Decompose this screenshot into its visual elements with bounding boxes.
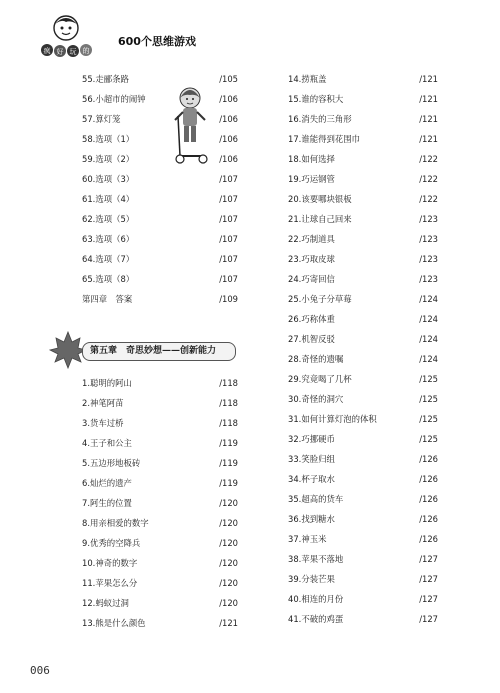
toc-entry[interactable] bbox=[288, 350, 438, 368]
toc-entry-title: 20.该要哪块银板 bbox=[288, 194, 352, 204]
toc-entry-page: /123 bbox=[419, 254, 438, 264]
toc-entry[interactable] bbox=[288, 570, 438, 588]
toc-entry-title: 4.王子和公主 bbox=[82, 438, 132, 448]
toc-entry-title: 19.巧运钢管 bbox=[288, 174, 335, 184]
toc-entry[interactable] bbox=[288, 410, 438, 428]
toc-entry-page: /122 bbox=[419, 154, 438, 164]
toc-entry-page: /107 bbox=[219, 194, 238, 204]
toc-entry[interactable] bbox=[288, 330, 438, 348]
toc-entry-title: 29.究竟喝了几杯 bbox=[288, 374, 352, 384]
toc-entry[interactable] bbox=[288, 390, 438, 408]
toc-entry-title: 18.如何选择 bbox=[288, 154, 335, 164]
toc-entry[interactable] bbox=[288, 90, 438, 108]
toc-entry-title: 14.捞瓶盖 bbox=[288, 74, 327, 84]
book-header bbox=[30, 12, 230, 58]
toc-right-column bbox=[288, 70, 438, 630]
toc-entry-page: /121 bbox=[419, 74, 438, 84]
toc-entry[interactable] bbox=[82, 290, 238, 308]
toc-entry-page: /120 bbox=[219, 598, 238, 608]
toc-entry-page: /118 bbox=[219, 418, 238, 428]
toc-entry-page: /124 bbox=[419, 314, 438, 324]
toc-entry-page: /126 bbox=[419, 454, 438, 464]
toc-entry-title: 30.奇怪的洞穴 bbox=[288, 394, 344, 404]
toc-entry[interactable] bbox=[288, 550, 438, 568]
toc-entry-page: /123 bbox=[419, 214, 438, 224]
toc-entry[interactable] bbox=[82, 454, 238, 472]
toc-entry-title: 55.走郦条路 bbox=[82, 74, 129, 84]
toc-entry-title: 41.不破的鸡蛋 bbox=[288, 614, 344, 624]
toc-entry-title: 13.熊是什么颜色 bbox=[82, 618, 146, 628]
toc-entry-title: 8.用亲相爱的数字 bbox=[82, 518, 149, 528]
toc-entry-title: 15.谁的容积大 bbox=[288, 94, 344, 104]
toc-entry-page: /121 bbox=[419, 94, 438, 104]
toc-left-column bbox=[82, 70, 238, 320]
toc-entry-title: 3.货车过桥 bbox=[82, 418, 124, 428]
toc-entry-page: /118 bbox=[219, 398, 238, 408]
toc-entry[interactable] bbox=[288, 170, 438, 188]
toc-entry-title: 35.超高的货车 bbox=[288, 494, 344, 504]
toc-entry-page: /120 bbox=[219, 538, 238, 548]
toc-entry[interactable] bbox=[288, 490, 438, 508]
toc-entry-title: 6.灿烂的遗产 bbox=[82, 478, 132, 488]
toc-entry-title: 22.巧制道具 bbox=[288, 234, 335, 244]
toc-entry-page: /105 bbox=[219, 74, 238, 84]
toc-entry[interactable] bbox=[82, 414, 238, 432]
toc-entry-page: /107 bbox=[219, 234, 238, 244]
logo-char: 好 bbox=[56, 48, 64, 56]
toc-entry-title: 9.优秀的空降兵 bbox=[82, 538, 141, 548]
toc-entry-page: /124 bbox=[419, 294, 438, 304]
toc-entry[interactable] bbox=[288, 370, 438, 388]
toc-entry-title: 64.选项（7） bbox=[82, 254, 135, 264]
toc-entry-title: 12.蚂蚁过洞 bbox=[82, 598, 129, 608]
toc-entry-page: /107 bbox=[219, 254, 238, 264]
toc-entry[interactable] bbox=[288, 190, 438, 208]
toc-entry-title: 26.巧称体重 bbox=[288, 314, 335, 324]
toc-entry-title: 60.选项（3） bbox=[82, 174, 135, 184]
toc-entry-page: /125 bbox=[419, 414, 438, 424]
toc-entry[interactable] bbox=[82, 190, 238, 208]
toc-entry-title: 36.找到糖水 bbox=[288, 514, 335, 524]
toc-entry-title: 27.机智反驳 bbox=[288, 334, 335, 344]
toc-entry-page: /107 bbox=[219, 174, 238, 184]
toc-entry-page: /107 bbox=[219, 214, 238, 224]
toc-entry[interactable] bbox=[288, 70, 438, 88]
toc-entry-page: /106 bbox=[219, 134, 238, 144]
toc-entry-title: 32.巧挪硬币 bbox=[288, 434, 335, 444]
toc-entry-title: 21.让球自己回来 bbox=[288, 214, 352, 224]
toc-entry[interactable] bbox=[288, 590, 438, 608]
toc-entry[interactable] bbox=[82, 150, 238, 168]
toc-entry[interactable] bbox=[288, 250, 438, 268]
toc-entry-title: 16.消失的三角形 bbox=[288, 114, 352, 124]
toc-entry-page: /120 bbox=[219, 578, 238, 588]
toc-entry-title: 61.选项（4） bbox=[82, 194, 135, 204]
chapter-banner bbox=[48, 330, 238, 370]
toc-entry-page: /124 bbox=[419, 334, 438, 344]
toc-entry-page: /126 bbox=[419, 494, 438, 504]
toc-entry[interactable] bbox=[82, 394, 238, 412]
logo-char: 疯 bbox=[43, 47, 51, 55]
toc-entry-page: /120 bbox=[219, 558, 238, 568]
toc-entry-title: 第四章 答案 bbox=[82, 294, 133, 304]
toc-entry[interactable] bbox=[288, 470, 438, 488]
toc-entry[interactable] bbox=[82, 250, 238, 268]
toc-entry-page: /126 bbox=[419, 474, 438, 484]
toc-entry-title: 58.选项（1） bbox=[82, 134, 135, 144]
toc-entry[interactable] bbox=[82, 90, 238, 108]
toc-entry-title: 1.聪明的阿山 bbox=[82, 378, 132, 388]
toc-entry[interactable] bbox=[82, 574, 238, 592]
toc-entry-page: /127 bbox=[419, 594, 438, 604]
toc-entry[interactable] bbox=[288, 150, 438, 168]
toc-entry-page: /123 bbox=[419, 234, 438, 244]
toc-entry[interactable] bbox=[82, 614, 238, 632]
toc-entry-title: 34.杯子取水 bbox=[288, 474, 335, 484]
toc-entry-page: /107 bbox=[219, 274, 238, 284]
toc-entry[interactable] bbox=[288, 530, 438, 548]
toc-entry-page: /120 bbox=[219, 518, 238, 528]
toc-entry[interactable] bbox=[288, 270, 438, 288]
toc-entry[interactable] bbox=[82, 554, 238, 572]
toc-entry-page: /119 bbox=[219, 478, 238, 488]
toc-entry[interactable] bbox=[82, 434, 238, 452]
book-title: 600个思维游戏 bbox=[118, 35, 196, 48]
toc-entry-title: 5.五边形地板砖 bbox=[82, 458, 141, 468]
toc-entry[interactable] bbox=[82, 494, 238, 512]
toc-entry[interactable] bbox=[288, 110, 438, 128]
toc-entry-page: /126 bbox=[419, 514, 438, 524]
toc-entry-title: 65.选项（8） bbox=[82, 274, 135, 284]
page-number: 006 bbox=[30, 664, 50, 677]
toc-entry-title: 33.笑脸归组 bbox=[288, 454, 335, 464]
toc-entry[interactable] bbox=[288, 290, 438, 308]
toc-entry[interactable] bbox=[82, 70, 238, 88]
toc-entry-title: 59.选项（2） bbox=[82, 154, 135, 164]
girl-scooter-illustration bbox=[170, 86, 212, 164]
toc-entry-title: 25.小兔子分草莓 bbox=[288, 294, 352, 304]
toc-entry-title: 2.神笔阿苗 bbox=[82, 398, 124, 408]
toc-entry-title: 7.阿生的位置 bbox=[82, 498, 132, 508]
toc-entry-title: 39.分装芒果 bbox=[288, 574, 335, 584]
chapter-title: 第五章 奇思妙想——创新能力 bbox=[90, 346, 217, 356]
toc-entry-page: /106 bbox=[219, 114, 238, 124]
toc-entry[interactable] bbox=[82, 170, 238, 188]
toc-entry-title: 31.如何计算灯泡的体积 bbox=[288, 414, 377, 424]
toc-entry-page: /121 bbox=[419, 134, 438, 144]
toc-entry-page: /118 bbox=[219, 378, 238, 388]
toc-entry-page: /109 bbox=[219, 294, 238, 304]
toc-entry-title: 24.巧寄回信 bbox=[288, 274, 335, 284]
toc-entry[interactable] bbox=[82, 110, 238, 128]
toc-entry-page: /106 bbox=[219, 154, 238, 164]
toc-entry-title: 28.奇怪的遗嘱 bbox=[288, 354, 344, 364]
toc-entry[interactable] bbox=[82, 474, 238, 492]
logo-char: 玩 bbox=[69, 48, 77, 56]
toc-left-column-chapter5 bbox=[82, 374, 238, 632]
toc-entry-title: 56.小超市的闹钟 bbox=[82, 94, 146, 104]
toc-entry-title: 62.选项（5） bbox=[82, 214, 135, 224]
toc-entry-title: 11.苹果怎么分 bbox=[82, 578, 138, 588]
toc-entry-title: 40.相连的月份 bbox=[288, 594, 344, 604]
toc-entry-page: /127 bbox=[419, 574, 438, 584]
toc-entry[interactable] bbox=[288, 510, 438, 528]
toc-entry[interactable] bbox=[82, 374, 238, 392]
toc-entry-page: /126 bbox=[419, 534, 438, 544]
toc-entry[interactable] bbox=[82, 130, 238, 148]
toc-entry-title: 38.苹果不落地 bbox=[288, 554, 344, 564]
toc-entry-page: /122 bbox=[419, 174, 438, 184]
toc-entry-title: 63.选项（6） bbox=[82, 234, 135, 244]
toc-entry-title: 10.神奇的数字 bbox=[82, 558, 138, 568]
toc-entry-page: /121 bbox=[419, 114, 438, 124]
toc-entry[interactable] bbox=[82, 230, 238, 248]
toc-entry-page: /120 bbox=[219, 498, 238, 508]
toc-entry[interactable] bbox=[288, 450, 438, 468]
toc-entry-page: /106 bbox=[219, 94, 238, 104]
toc-entry-title: 23.巧取皮球 bbox=[288, 254, 335, 264]
toc-entry[interactable] bbox=[82, 594, 238, 612]
toc-entry[interactable] bbox=[288, 610, 438, 628]
toc-entry-page: /119 bbox=[219, 438, 238, 448]
toc-entry[interactable] bbox=[288, 130, 438, 148]
toc-entry-page: /127 bbox=[419, 554, 438, 564]
toc-entry-title: 57.算灯笼 bbox=[82, 114, 121, 124]
toc-entry[interactable] bbox=[82, 534, 238, 552]
toc-entry-page: /125 bbox=[419, 434, 438, 444]
toc-entry[interactable] bbox=[288, 430, 438, 448]
toc-entry-page: /124 bbox=[419, 354, 438, 364]
toc-entry-title: 17.谁能得到花围巾 bbox=[288, 134, 360, 144]
toc-entry-page: /123 bbox=[419, 274, 438, 284]
toc-entry-page: /125 bbox=[419, 394, 438, 404]
logo-char: 的 bbox=[82, 47, 90, 55]
toc-entry[interactable] bbox=[288, 210, 438, 228]
toc-entry-page: /122 bbox=[419, 194, 438, 204]
toc-entry-title: 37.神玉米 bbox=[288, 534, 327, 544]
toc-entry[interactable] bbox=[82, 514, 238, 532]
toc-entry[interactable] bbox=[82, 210, 238, 228]
toc-entry[interactable] bbox=[288, 230, 438, 248]
toc-entry-page: /121 bbox=[219, 618, 238, 628]
toc-entry[interactable] bbox=[82, 270, 238, 288]
mascot-logo-icon bbox=[40, 14, 92, 58]
toc-entry-page: /127 bbox=[419, 614, 438, 624]
toc-entry-page: /125 bbox=[419, 374, 438, 384]
toc-entry-page: /119 bbox=[219, 458, 238, 468]
toc-entry[interactable] bbox=[288, 310, 438, 328]
